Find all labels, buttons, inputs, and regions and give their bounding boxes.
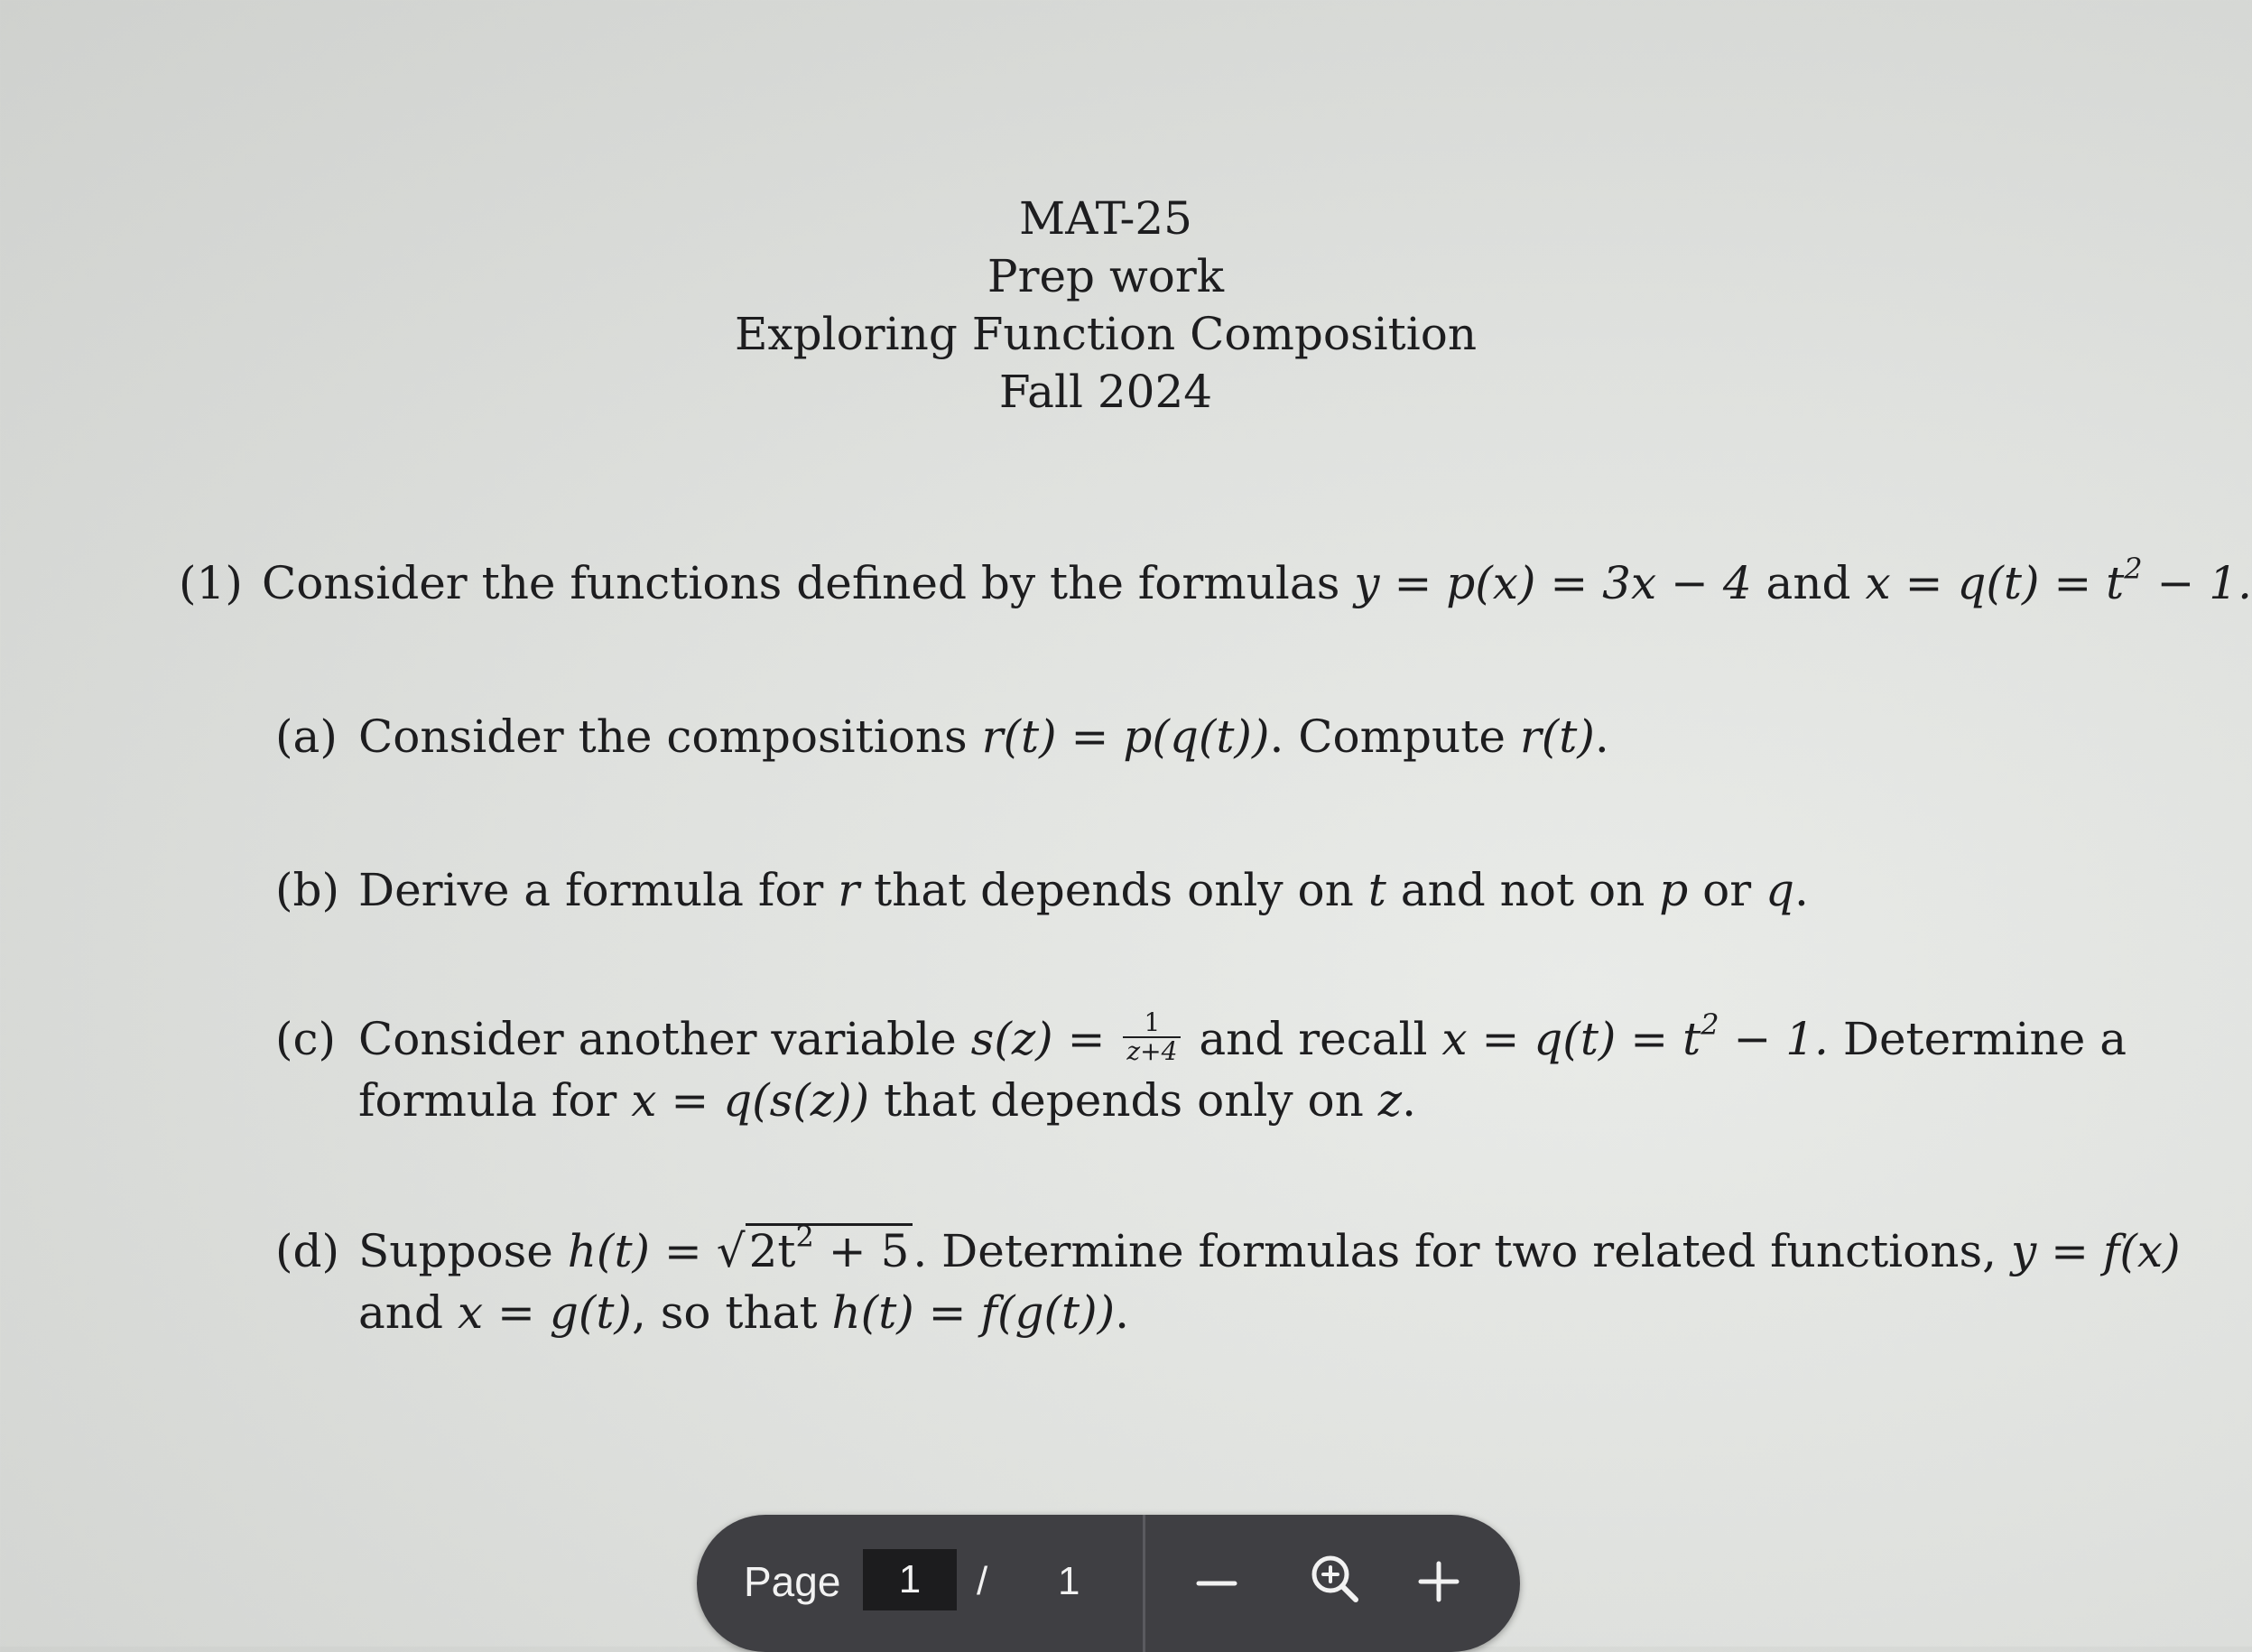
problem-1	[179, 552, 2252, 614]
total-pages: 1	[1058, 1559, 1080, 1603]
part-d	[275, 1220, 2181, 1343]
part-c-line2-text-2: that depends only on	[884, 1074, 1364, 1127]
math-p-definition: y = p(x) = 3x − 4	[1354, 557, 1752, 609]
math-s-definition: s(z) =	[970, 1013, 1106, 1065]
problem-number: (1)	[179, 557, 243, 609]
math-t: t	[1367, 864, 1386, 916]
math-r-composition: r(t) = p(q(t))	[981, 710, 1270, 763]
math-x-composition: x = q(s(z))	[631, 1074, 870, 1127]
part-d-text: Suppose	[358, 1225, 553, 1277]
math-q-definition: $x = q(t) = t^2 - 1$.	[1865, 552, 2252, 609]
period: .	[1794, 864, 1809, 916]
fraction-one-over-z-plus-4: $\frac{1}{z+4}$	[1123, 1009, 1181, 1065]
part-c-line2-text: formula for	[358, 1074, 617, 1127]
pdf-viewer-toolbar	[697, 1515, 1520, 1652]
problem-intro-text: Consider the functions defined by the formulas	[262, 557, 1340, 609]
math-g-definition: x = g(t)	[457, 1286, 632, 1339]
zoom-button[interactable]	[1298, 1542, 1374, 1618]
part-b	[275, 859, 2035, 921]
math-h-definition: h(t) =	[567, 1225, 702, 1277]
math-r-of-t: r(t)	[1519, 710, 1595, 763]
sqrt-expression: $√2t^2 + 5$	[717, 1225, 913, 1277]
course-code: MAT-25	[1019, 192, 1192, 245]
part-b-label: (b)	[275, 864, 340, 916]
part-d-determine-text: . Determine formulas for two related functions,	[913, 1225, 1997, 1277]
part-d-line2-text-2: , so that	[631, 1286, 818, 1339]
part-b-text-2: that depends only on	[874, 864, 1354, 916]
part-b-text-4: or	[1702, 864, 1752, 916]
part-b-text-3: and not on	[1400, 864, 1645, 916]
part-d-label: (d)	[275, 1225, 340, 1277]
part-c-text: Consider another variable	[358, 1013, 957, 1065]
document-header	[0, 190, 2211, 421]
magnifier-plus-icon	[1298, 1542, 1374, 1618]
period: .	[1402, 1074, 1417, 1127]
part-d-line2-text: and	[358, 1286, 444, 1339]
and-text: and	[1765, 557, 1851, 609]
part-c-determine-text: Determine a	[1842, 1013, 2127, 1065]
part-c-label: (c)	[275, 1013, 337, 1065]
math-x-definition: $x = q(t) = t^2 - 1$.	[1441, 1007, 1829, 1065]
part-a	[275, 706, 2035, 767]
page-label: Page	[744, 1558, 841, 1605]
math-r: r	[838, 864, 860, 916]
math-q: q	[1765, 864, 1795, 916]
part-c-recall-text: and recall	[1199, 1013, 1428, 1065]
math-h-composition: h(t) = f(g(t))	[831, 1286, 1116, 1339]
page-separator: /	[977, 1559, 988, 1603]
zoom-out-button[interactable]	[1179, 1542, 1255, 1618]
math-z: z	[1377, 1074, 1403, 1127]
part-a-text: Consider the compositions	[358, 710, 968, 763]
page-number-input[interactable]	[863, 1549, 957, 1610]
term-label: Fall 2024	[998, 366, 1213, 418]
document-subtitle: Prep work	[987, 250, 1225, 302]
zoom-in-button[interactable]	[1401, 1542, 1477, 1618]
part-a-compute-text: . Compute	[1269, 710, 1506, 763]
part-b-text: Derive a formula for	[358, 864, 824, 916]
period: .	[1115, 1286, 1130, 1339]
minus-icon	[1179, 1542, 1255, 1618]
document-title: Exploring Function Composition	[734, 308, 1478, 360]
toolbar-divider	[1143, 1515, 1145, 1652]
part-a-label: (a)	[275, 710, 338, 763]
part-c	[275, 1007, 2127, 1131]
math-f-definition: y = f(x)	[2010, 1225, 2181, 1277]
plus-icon	[1401, 1542, 1477, 1618]
period: .	[1594, 710, 1609, 763]
math-p: p	[1659, 864, 1689, 916]
